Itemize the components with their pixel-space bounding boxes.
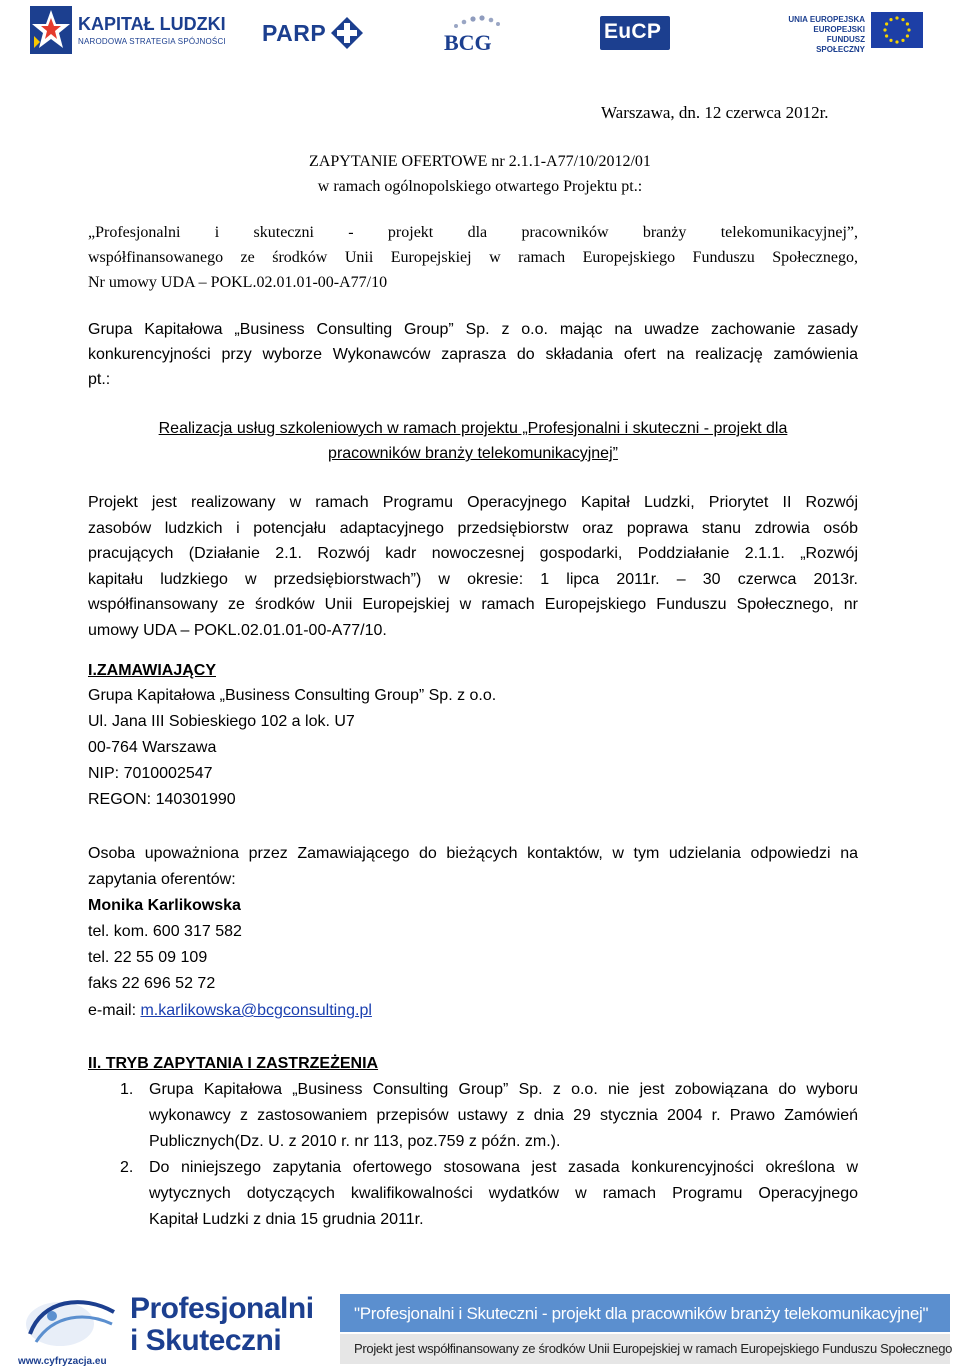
kapital-ludzki-name: KAPITAŁ LUDZKI xyxy=(78,14,226,34)
parp-logo xyxy=(262,16,362,52)
list-item-2-line3: Kapitał Ludzki z dnia 15 grudnia 2011r. xyxy=(149,1211,424,1228)
unia-line2: EUROPEJSKI xyxy=(813,25,865,34)
contact-tel-kom: tel. kom. 600 317 582 xyxy=(88,923,242,940)
list-item-1-line1: Grupa Kapitałowa „Business Consulting Group” Sp. z o.o. nie jest zobowiązana do wyboru xyxy=(149,1081,858,1098)
contact-line1: Osoba upoważniona przez Zamawiającego do bieżących kontaktów, w tym udzielania odpowiedzi na xyxy=(88,845,858,862)
list-item-2-line2: wytycznych dotyczących kwalifikowalności wydatków w ramach Programu Operacyjnego xyxy=(149,1185,858,1202)
project-line3: Nr umowy UDA – POKL.02.01.01-00-A77/10 xyxy=(88,274,388,291)
logo-header xyxy=(0,0,960,68)
contact-email-line xyxy=(88,998,372,1024)
footer-banner xyxy=(0,1286,960,1371)
kapital-ludzki-star-icon xyxy=(30,6,72,54)
footer-title-bar xyxy=(340,1294,950,1332)
email-label: e-mail: xyxy=(88,1002,141,1019)
unia-europejska-logo xyxy=(785,12,925,52)
orderer-city: 00-764 Warszawa xyxy=(88,739,217,756)
profesjonalni-logo xyxy=(18,1288,318,1370)
footer-banner-title: "Profesjonalni i Skuteczni - projekt dla pracowników branży telekomunikacyjnej" xyxy=(354,1304,929,1323)
unia-line1: UNIA EUROPEJSKA xyxy=(788,15,865,24)
intro-line2: konkurencyjności przy wyborze Wykonawców zaprasza do składania ofert na realizację zamówienia xyxy=(88,346,858,363)
list-item-1-line2: wykonawcy z zastosowaniem przepisów ustawy z dnia 29 stycznia 2004 r. Prawo Zamówień xyxy=(149,1107,858,1124)
orderer-street: Ul. Jana III Sobieskiego 102 a lok. U7 xyxy=(88,713,355,730)
title-line2: w ramach ogólnopolskiego otwartego Projektu pt.: xyxy=(317,178,643,195)
orderer-nip: NIP: 7010002547 xyxy=(88,765,213,782)
eu-flag-icon xyxy=(871,12,923,48)
desc-line6: umowy UDA – POKL.02.01.01-00-A77/10. xyxy=(88,622,387,639)
orderer-name: Grupa Kapitałowa „Business Consulting Group” Sp. z o.o. xyxy=(88,687,497,704)
list-item-2-number: 2. xyxy=(120,1159,134,1176)
footer-website: www.cyfryzacja.eu xyxy=(18,1356,107,1367)
footer-banner-subtitle: Projekt jest współfinansowany ze środków Unii Europejskiej w ramach Europejskiego Funduszu Społecznego xyxy=(354,1341,953,1356)
contact-fax: faks 22 696 52 72 xyxy=(88,975,216,992)
contact-tel: tel. 22 55 09 109 xyxy=(88,949,208,966)
email-link[interactable]: m.karlikowska@bcgconsulting.pl xyxy=(140,1002,372,1019)
bcg-dots-icon xyxy=(448,14,504,30)
kapital-ludzki-subtitle: NARODOWA STRATEGIA SPÓJNOŚCI xyxy=(78,37,226,46)
unia-europejska-text xyxy=(785,15,865,55)
parp-diamond-icon xyxy=(330,16,364,50)
bcg-name: BCG xyxy=(444,30,492,55)
list-item-2-line1: Do niniejszego zapytania ofertowego stosowana jest zasada konkurencyjności określona w xyxy=(149,1159,858,1176)
bcg-logo xyxy=(440,14,510,54)
subject-line1: Realizacja usług szkoleniowych w ramach projektu „Profesjonalni i skuteczni - projekt dla xyxy=(158,420,788,437)
footer-logo-line1: Profesjonalni xyxy=(130,1292,314,1325)
list-item-1-number: 1. xyxy=(120,1081,134,1098)
date-line: Warszawa, dn. 12 czerwca 2012r. xyxy=(601,103,829,122)
kapital-ludzki-logo xyxy=(30,6,226,56)
eucp-name: EuCP xyxy=(604,20,662,43)
contact-name: Monika Karlikowska xyxy=(88,897,241,914)
project-line2: współfinansowanego ze środków Unii Europejskiej w ramach Europejskiego Funduszu Społecznego, xyxy=(88,249,858,266)
unia-line3: FUNDUSZ SPOŁECZNY xyxy=(816,35,865,54)
footer-logo-line2: i Skuteczni xyxy=(130,1324,282,1357)
desc-line1: Projekt jest realizowany w ramach Programu Operacyjnego Kapitał Ludzki, Priorytet II Rozwój xyxy=(88,494,858,511)
subject-line2: pracowników branży telekomunikacyjnej” xyxy=(328,445,618,462)
parp-name: PARP xyxy=(262,20,327,46)
section1-heading: I.ZAMAWIAJĄCY xyxy=(88,662,216,679)
project-line1: „Profesjonalni i skuteczni - projekt dla pracowników branży telekomunikacyjnej”, xyxy=(88,224,858,241)
contact-line2: zapytania oferentów: xyxy=(88,871,236,888)
desc-line2: zasobów ludzkich i potencjału adaptacyjnego przedsiębiorstw oraz poprawa stanu zdrowia osób xyxy=(88,520,858,537)
desc-line3: pracujących (Działanie 2.1. Rozwój kadr nowoczesnej gospodarki, Poddziałanie 2.1.1. „Rozwój xyxy=(88,545,858,562)
orderer-regon: REGON: 140301990 xyxy=(88,791,236,808)
section2-heading: II. TRYB ZAPYTANIA I ZASTRZEŻENIA xyxy=(88,1055,379,1072)
eucp-logo xyxy=(600,16,670,50)
intro-line1: Grupa Kapitałowa „Business Consulting Group” Sp. z o.o. mając na uwadze zachowanie zasady xyxy=(88,321,858,338)
profesjonalni-swirl-icon xyxy=(22,1294,122,1354)
list-item-1-line3: Publicznych(Dz. U. z 2010 r. nr 113, poz.759 z późn. zm.). xyxy=(149,1133,561,1150)
desc-line4: kapitału ludzkiego w przedsiębiorstwach”) w okresie: 1 lipca 2011r. – 30 czerwca 2013r. xyxy=(88,571,858,588)
footer-subtitle-bar xyxy=(340,1334,953,1364)
title-line1: ZAPYTANIE OFERTOWE nr 2.1.1-A77/10/2012/01 xyxy=(309,153,651,170)
desc-line5: współfinansowany ze środków Unii Europejskiej w ramach Europejskiego Funduszu Społecznego, nr xyxy=(88,596,858,613)
intro-line3: pt.: xyxy=(88,371,111,388)
